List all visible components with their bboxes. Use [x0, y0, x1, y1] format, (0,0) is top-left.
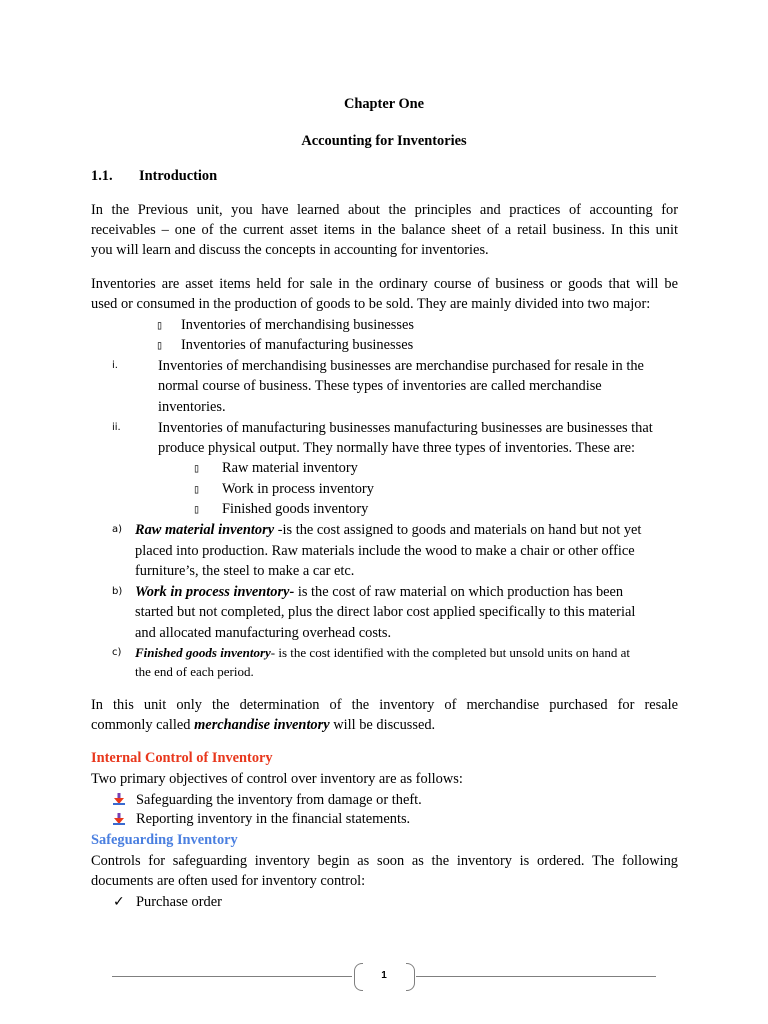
section-number: 1.1.	[91, 168, 113, 184]
inventory-line-2: used or consumed in the production of goods to be sold. They are mainly divided into two major:	[91, 296, 651, 312]
letter-mark: c)	[112, 647, 122, 658]
square-bullet-icon: ▯	[193, 461, 201, 475]
unit-line-2	[91, 715, 435, 735]
def-text: is the cost of raw material on which production has been	[294, 584, 624, 600]
square-bullet-icon: ▯	[156, 338, 164, 352]
internal-control-heading: Internal Control of Inventory	[91, 750, 273, 766]
arrow-bullet-icon	[113, 793, 125, 805]
footer-rule-left	[112, 976, 352, 977]
mfg-bullet-1: Raw material inventory	[222, 460, 358, 476]
internal-control-intro: Two primary objectives of control over inventory are as follows:	[91, 771, 463, 787]
footer-brace-right	[406, 963, 415, 991]
roman-2-line-1: Inventories of manufacturing businesses manufacturing businesses are businesses that	[158, 420, 653, 436]
check-item-1: Purchase order	[136, 894, 222, 910]
roman-2-line-2: produce physical output. They normally have three types of inventories. These are:	[158, 440, 636, 456]
objective-2: Reporting inventory in the financial statements.	[136, 811, 411, 827]
safeguarding-line-2: documents are often used for inventory control:	[91, 873, 366, 889]
square-bullet-icon: ▯	[193, 482, 201, 496]
def-term: Work in process inventory-	[135, 584, 295, 600]
chapter-label: Chapter One	[343, 96, 425, 112]
def-wip-line-2: started but not completed, plus the direct labor cost applied specifically to this material	[135, 604, 636, 620]
unit-line-2-pre: commonly called	[91, 717, 195, 733]
intro-line-2: receivables – one of the current asset items in the balance sheet of a retail business. In this unit	[91, 222, 678, 238]
def-term: Finished goods inventory	[135, 645, 271, 660]
intro-line-1: In the Previous unit, you have learned about the principles and practices of accounting for	[91, 202, 678, 218]
roman-1-line-1: Inventories of merchandising businesses are merchandise purchased for resale in the	[158, 358, 644, 374]
roman-1-line-2: normal course of business. These types of inventories are called merchandise	[158, 378, 602, 394]
major-bullet-2: Inventories of manufacturing businesses	[181, 337, 414, 353]
def-wip-line-1	[135, 582, 623, 602]
chapter-title: Accounting for Inventories	[301, 133, 467, 149]
page-number: 1	[381, 970, 387, 981]
square-bullet-icon: ▯	[156, 318, 164, 332]
def-raw-material-line-2: placed into production. Raw materials include the wood to make a chair or other office	[135, 543, 635, 559]
def-finished-line-1	[135, 643, 630, 663]
def-finished-line-2: the end of each period.	[135, 664, 254, 679]
intro-line-3: you will learn and discuss the concepts in accounting for inventories.	[91, 242, 489, 258]
def-raw-material-line-3: furniture’s, the steel to make a car etc.	[135, 563, 355, 579]
mfg-bullet-2: Work in process inventory	[222, 481, 374, 497]
def-text: - is the cost identified with the completed but unsold units on hand at	[270, 645, 631, 660]
def-raw-material-line-1	[135, 520, 641, 540]
major-bullet-1: Inventories of merchandising businesses	[181, 317, 414, 333]
objective-1: Safeguarding the inventory from damage or theft.	[136, 792, 422, 808]
def-term: Raw material inventory	[135, 522, 275, 538]
arrow-bullet-icon	[113, 813, 125, 825]
square-bullet-icon: ▯	[193, 502, 201, 516]
unit-line-2-post: will be discussed.	[329, 717, 436, 733]
safeguarding-line-1: Controls for safeguarding inventory begin as soon as the inventory is ordered. The following	[91, 853, 678, 869]
mfg-bullet-3: Finished goods inventory	[222, 501, 369, 517]
checkmark-icon: ✓	[113, 894, 125, 910]
section-title: Introduction	[139, 168, 218, 184]
footer-brace-left	[354, 963, 363, 991]
safeguarding-heading: Safeguarding Inventory	[91, 832, 238, 848]
roman-mark: ii.	[112, 422, 121, 433]
letter-mark: b)	[112, 586, 123, 597]
letter-mark: a)	[112, 524, 123, 535]
def-wip-line-3: and allocated manufacturing overhead costs.	[135, 625, 392, 641]
unit-line-2-term: merchandise inventory	[194, 717, 330, 733]
footer-rule-right	[416, 976, 656, 977]
roman-1-line-3: inventories.	[158, 399, 226, 415]
unit-line-1: In this unit only the determination of the inventory of merchandise purchased for resale	[91, 697, 678, 713]
inventory-line-1: Inventories are asset items held for sale in the ordinary course of business or goods that will be	[91, 276, 678, 292]
def-text: -is the cost assigned to goods and materials on hand but not yet	[274, 522, 642, 538]
roman-mark: i.	[112, 360, 118, 371]
